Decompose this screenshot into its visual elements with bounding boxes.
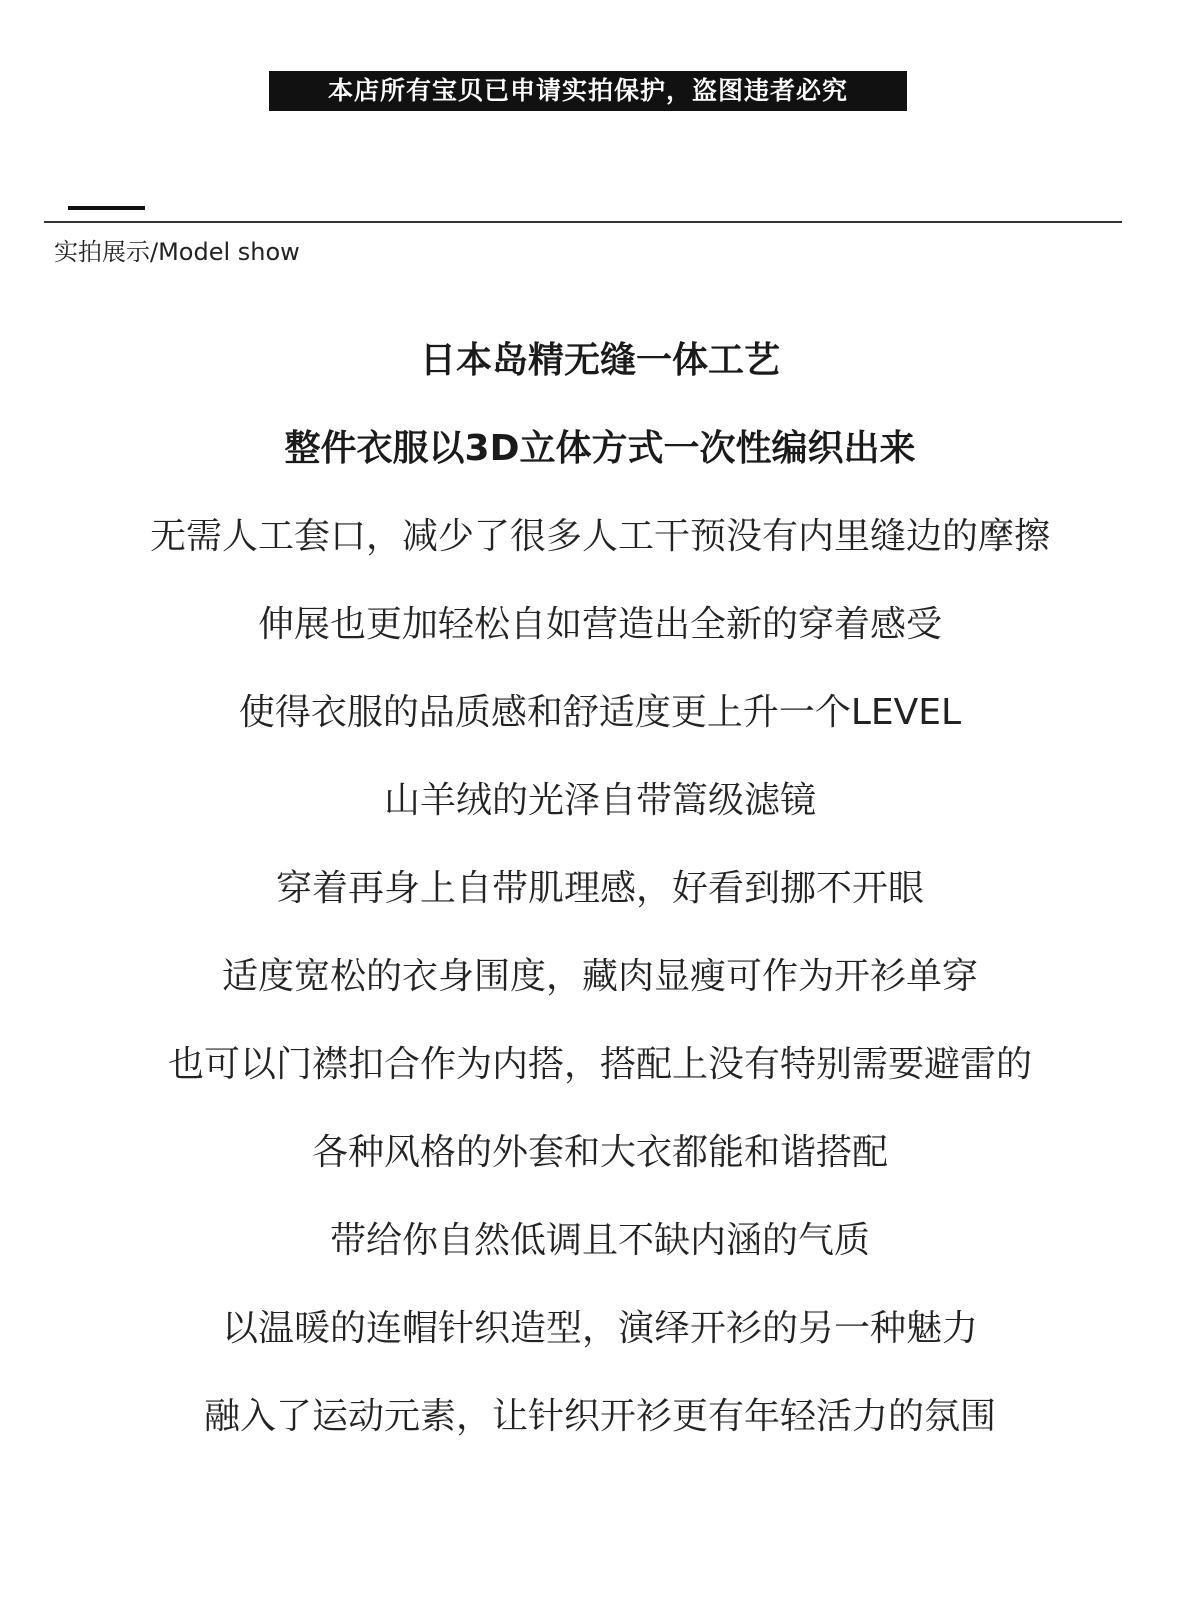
description-line: 山羊绒的光泽自带篙级滤镜	[383, 780, 816, 821]
description-line: 以温暖的连帽针织造型，演绎开衫的另一种魅力	[221, 1308, 978, 1349]
description-line: 融入了运动元素，让针织开衫更有年轻活力的氛围	[203, 1396, 996, 1437]
description-line: 使得衣服的品质感和舒适度更上升一个LEVEL	[238, 692, 962, 733]
product-description	[0, 330, 1200, 1474]
description-line: 适度宽松的衣身围度，藏肉显瘦可作为开衫单穿	[221, 956, 978, 997]
description-line: 也可以门襟扣合作为内搭，搭配上没有特别需要避雷的	[167, 1044, 1032, 1085]
description-line: 无需人工套口，减少了很多人工干预没有内里缝边的摩擦	[149, 516, 1050, 557]
section-accent-bar	[68, 206, 145, 210]
description-line: 各种风格的外套和大衣都能和谐搭配	[311, 1132, 888, 1173]
description-heading: 日本岛精无缝一体工艺	[419, 340, 780, 381]
section-divider	[44, 221, 1122, 223]
description-heading: 整件衣服以3D立体方式一次性编织出来	[284, 428, 916, 469]
copyright-banner: 本店所有宝贝已申请实拍保护，盗图违者必究	[269, 71, 907, 111]
description-line: 带给你自然低调且不缺内涵的气质	[329, 1220, 870, 1261]
section-title: 实拍展示/Model show	[54, 238, 300, 266]
description-line: 穿着再身上自带肌理感，好看到挪不开眼	[275, 868, 924, 909]
description-line: 伸展也更加轻松自如营造出全新的穿着感受	[257, 604, 942, 645]
